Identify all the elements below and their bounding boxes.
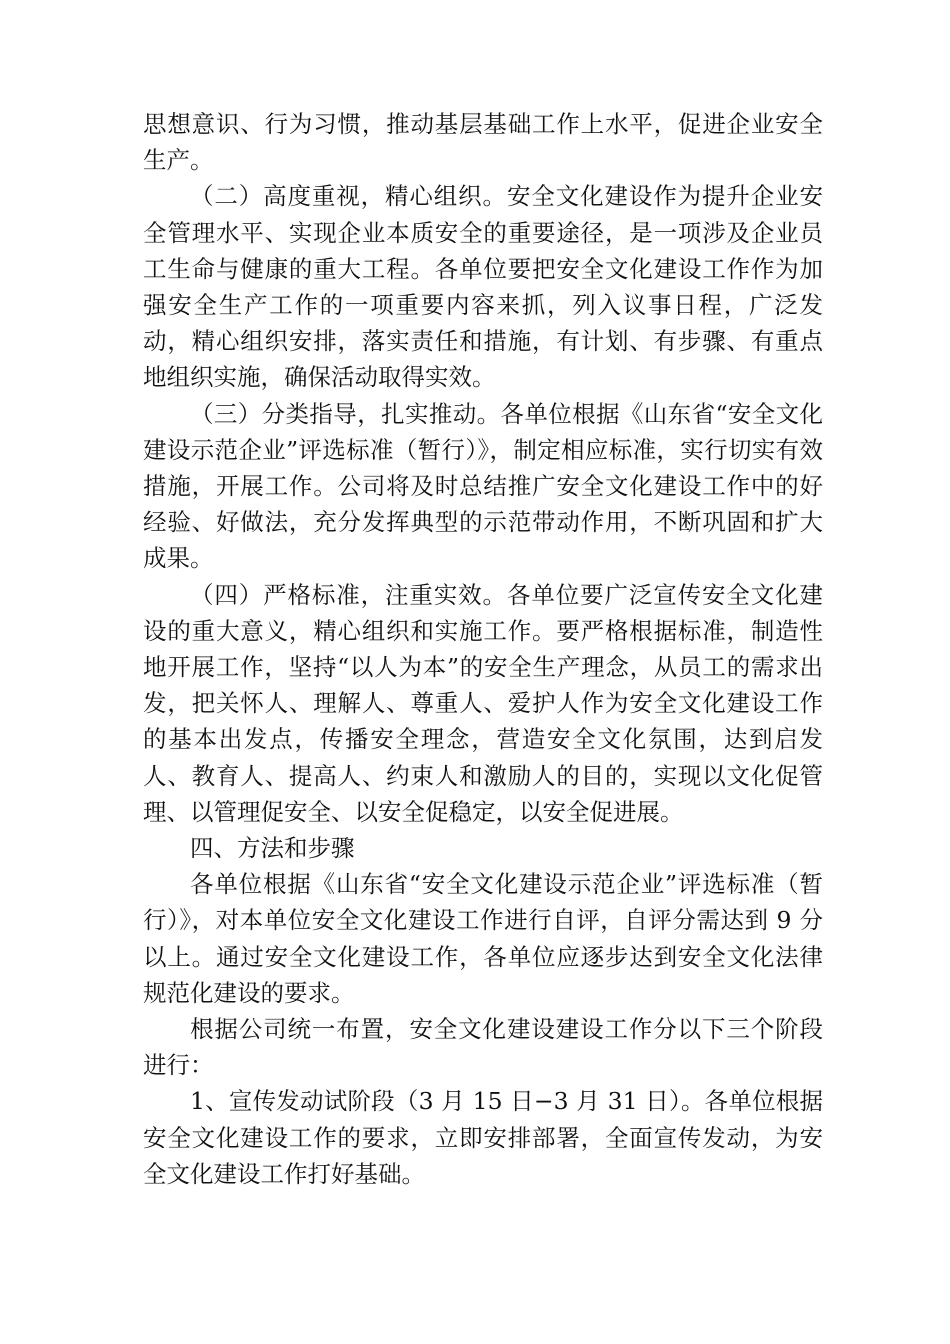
paragraph-self-evaluation: 各单位根据《山东省“安全文化建设示范企业”评选标准（暂行）》，对本单位安全文化建设工作进行自评，自评分需达到 9 分以上。通过安全文化建设工作，各单位应逐步达到安全文化法律规范化建设的要求。: [143, 870, 823, 1007]
paragraph-section-3: （三）分类指导，扎实推动。各单位根据《山东省“安全文化建设示范企业”评选标准（暂行）》，制定相应标准，实行切实有效措施，开展工作。公司将及时总结推广安全文化建设工作中的好经验、好做法，充分发挥典型的示范带动作用，不断巩固和扩大成果。: [143, 399, 823, 573]
heading-methods-and-steps: 四、方法和步骤: [190, 834, 355, 863]
paragraph-stage-1: 1、宣传发动试阶段（3 月 15 日−3 月 31 日）。各单位根据安全文化建设工作的要求，立即安排部署，全面宣传发动，为安全文化建设工作打好基础。: [143, 1087, 823, 1188]
document-body: [143, 106, 823, 1192]
paragraph-continuation: 思想意识、行为习惯，推动基层基础工作上水平，促进企业安全生产。: [143, 110, 823, 175]
paragraph-section-2: （二）高度重视，精心组织。安全文化建设作为提升企业安全管理水平、实现企业本质安全的重要途径，是一项涉及企业员工生命与健康的重大工程。各单位要把安全文化建设工作作为加强安全生产工作的一项重要内容来抓，列入议事日程，广泛发动，精心组织安排，落实责任和措施，有计划、有步骤、有重点地组织实施，确保活动取得实效。: [143, 182, 823, 392]
paragraph-section-4: （四）严格标准，注重实效。各单位要广泛宣传安全文化建设的重大意义，精心组织和实施工作。要严格根据标准，制造性地开展工作，坚持“以人为本”的安全生产理念，从员工的需求出发，把关怀人、理解人、尊重人、爱护人作为安全文化建设工作的基本出发点，传播安全理念，营造安全文化氛围，达到启发人、教育人、提高人、约束人和激励人的目的，实现以文化促管理、以管理促安全、以安全促稳定，以安全促进展。: [143, 580, 823, 826]
paragraph-three-stages: 根据公司统一布置，安全文化建设建设工作分以下三个阶段进行：: [143, 1015, 823, 1080]
